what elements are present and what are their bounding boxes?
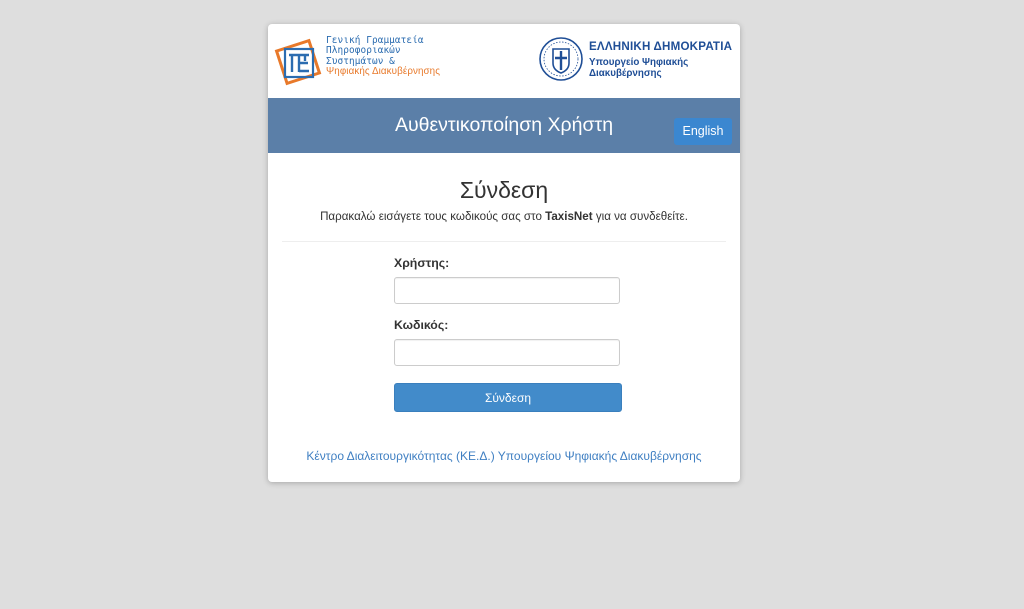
gsis-line-3: Συστημάτων & (326, 55, 395, 67)
username-label: Χρήστης: (394, 256, 450, 270)
gsis-logo-icon (272, 36, 324, 88)
gsis-line-4: Ψηφιακής Διακυβέρνησης (326, 66, 441, 78)
password-input[interactable] (394, 339, 620, 366)
instructions-taxisnet: TaxisNet (545, 210, 593, 223)
gov-subtitle-line-2: Διακυβέρνησης (589, 68, 662, 79)
login-instructions (268, 210, 740, 223)
gsis-line-2: Πληροφοριακών (326, 45, 401, 57)
login-form (394, 256, 622, 412)
gov-title: ΕΛΛΗΝΙΚΗ ΔΗΜΟΚΡΑΤΙΑ (589, 40, 733, 53)
password-label: Κωδικός: (394, 318, 449, 332)
gsis-logo-text (326, 36, 440, 78)
gov-subtitle (589, 57, 688, 79)
language-button[interactable]: English (674, 118, 732, 145)
banner-title: Αυθεντικοποίηση Χρήστη (394, 114, 614, 136)
instructions-text-end: για να συνδεθείτε. (592, 210, 688, 223)
interoperability-center-link[interactable]: Κέντρο Διαλειτουργικότητας (ΚΕ.Δ.) Υπουργείου Ψηφιακής Διακυβέρνησης (306, 449, 702, 463)
logo-header (268, 24, 740, 98)
hellenic-republic-emblem-icon (538, 36, 584, 82)
instructions-text-start: Παρακαλώ εισάγετε τους κωδικούς σας στο (320, 210, 546, 223)
username-input[interactable] (394, 277, 620, 304)
gov-subtitle-line-1: Υπουργείο Ψηφιακής (589, 57, 689, 68)
gsis-line-1: Γενική Γραμματεία (326, 35, 424, 46)
hellenic-republic-logo (538, 36, 734, 84)
login-card (268, 24, 740, 482)
login-submit-button[interactable]: Σύνδεση (394, 383, 622, 412)
title-banner (268, 98, 740, 153)
divider (282, 241, 726, 242)
page-title: Σύνδεση (459, 177, 549, 203)
gsis-logo (272, 34, 441, 88)
